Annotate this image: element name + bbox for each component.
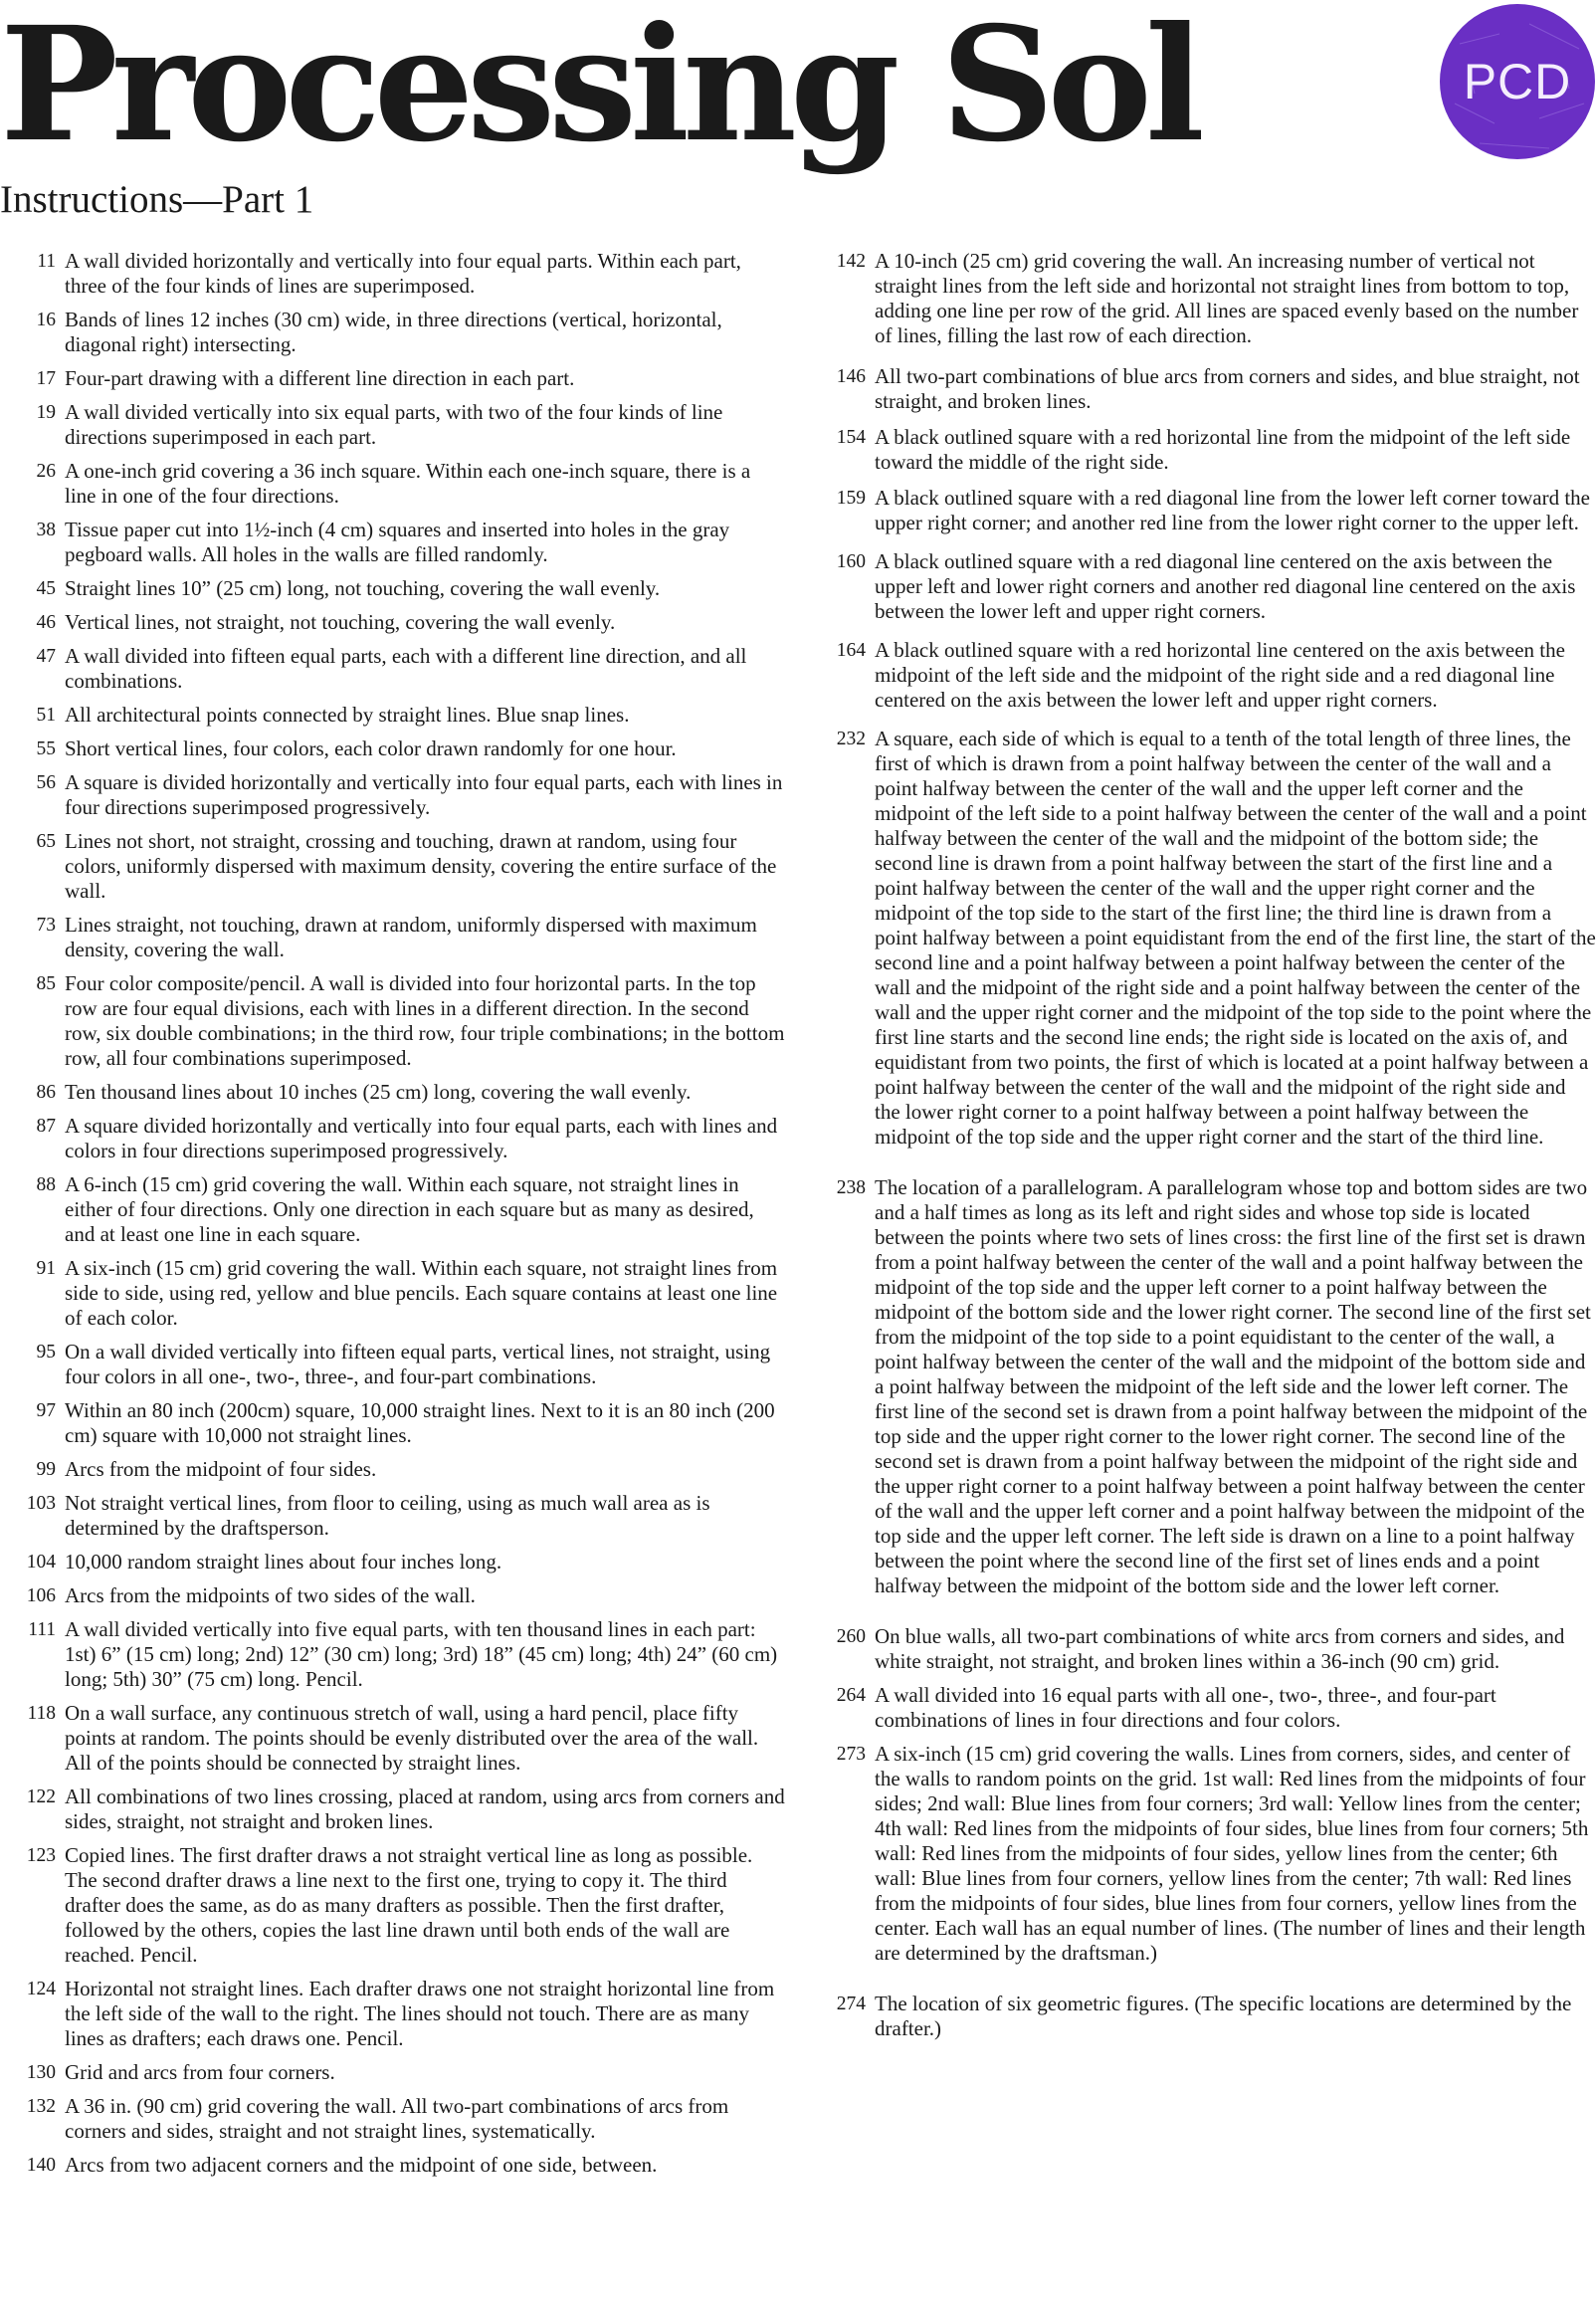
instruction-text: A black outlined square with a red diagonal line from the lower left corner toward the upper right corner; and another red line from the lower right corner to the upper left. xyxy=(875,486,1591,534)
instruction-item xyxy=(818,1624,1596,1674)
instruction-text: A black outlined square with a red horizontal line from the midpoint of the left side toward the middle of the right side. xyxy=(875,425,1571,474)
instruction-number: 26 xyxy=(36,461,56,482)
instruction-item xyxy=(8,829,786,904)
instruction-item xyxy=(8,1080,786,1105)
instruction-item xyxy=(818,549,1596,624)
instruction-text: Short vertical lines, four colors, each color drawn randomly for one hour. xyxy=(65,736,677,760)
instruction-text: A wall divided into fifteen equal parts, each with a different line direction, and all combinations. xyxy=(65,644,747,693)
instruction-number: 103 xyxy=(26,1493,56,1514)
instruction-item xyxy=(8,1340,786,1389)
instruction-text: Within an 80 inch (200cm) square, 10,000 straight lines. Next to it is an 80 inch (200 cm) square with 10,000 not straight lines. xyxy=(65,1398,775,1447)
instruction-number: 264 xyxy=(836,1685,866,1706)
instruction-item xyxy=(8,1701,786,1776)
logo-text: PCD xyxy=(1463,54,1572,109)
instruction-text: A square, each side of which is equal to a tenth of the total length of three lines, the first of which is drawn from a point halfway between the center of the wall and a point halfway between the center of the wall and the upper left corner and the midpoint of the left side to a point halfway between the center of the wall and a point halfway between the center of the wall and the midpoint of the bottom side; the second line is drawn from a point halfway between the start of the first line and a point halfway between the center of the wall and the upper right corner and the midpoint of the top side to the start of the first line; the third line is drawn from a point halfway between a point equidistant from the end of the first line, the start of the second line and a point halfway between a point halfway between the center of the wall and the midpoint of the right side and a point halfway between the center of the wall and the upper right corner and the midpoint of the top side to the point where the first line starts and the second line ends; the right side is located on the axis of, and equidistant from two points, the first of which is located at a point halfway between a point halfway between the center of the wall and the midpoint of the right side and the lower right corner to a point halfway between a point halfway between the midpoint of the top side and the upper right corner and the start of the third line. xyxy=(875,727,1596,1149)
instruction-text: Arcs from two adjacent corners and the midpoint of one side, between. xyxy=(65,2153,658,2177)
instruction-text: Not straight vertical lines, from floor to ceiling, using as much wall area as is determined by the draftsperson. xyxy=(65,1491,710,1540)
instruction-item xyxy=(8,459,786,509)
instruction-text: A 6-inch (15 cm) grid covering the wall. Within each square, not straight lines in either of four directions. Only one direction in each square but as many as desired, and at least one line in each square. xyxy=(65,1172,754,1246)
instruction-item xyxy=(8,2094,786,2144)
instruction-number: 104 xyxy=(26,1552,56,1573)
instruction-item xyxy=(8,2060,786,2085)
instruction-item xyxy=(8,1785,786,1834)
instruction-number: 164 xyxy=(836,640,866,661)
instruction-number: 47 xyxy=(36,646,56,667)
instruction-text: All architectural points connected by straight lines. Blue snap lines. xyxy=(65,703,630,727)
page-title: Processing Sol xyxy=(0,0,1198,177)
instruction-text: A wall divided horizontally and vertically into four equal parts. Within each part, three of the four kinds of lines are superimposed. xyxy=(65,249,741,298)
instruction-number: 160 xyxy=(836,551,866,572)
instruction-item xyxy=(818,1683,1596,1733)
instruction-text: Vertical lines, not straight, not touching, covering the wall evenly. xyxy=(65,610,616,634)
instruction-item xyxy=(8,644,786,694)
instruction-text: Straight lines 10” (25 cm) long, not touching, covering the wall evenly. xyxy=(65,576,661,600)
instruction-text: Lines not short, not straight, crossing and touching, drawn at random, using four colors, uniformly dispersed with maximum density, covering the entire surface of the wall. xyxy=(65,829,777,903)
instruction-text: Four-part drawing with a different line direction in each part. xyxy=(65,366,575,390)
instruction-item xyxy=(8,308,786,357)
instruction-text: The location of a parallelogram. A parallelogram whose top and bottom sides are two and a half times as long as its left and right sides and whose top side is located between the points where two sets of lines cross: the first line of the first set is drawn from a point halfway between the center of the wall and a point halfway between the midpoint of the top side and the upper left corner to a point halfway between the midpoint of the bottom side and the lower right corner. The second line of the first set from the midpoint of the top side to a point equidistant to the center of the wall, a point halfway between the center of the wall and the midpoint of the bottom side and a point halfway between the midpoint of the left side and the lower left corner. The first line of the second set is drawn from a point halfway between the midpoint of the top side and the upper right corner to the lower right corner. The second line of the second set is drawn from a point halfway between the midpoint of the right side and the upper right corner to a point halfway between a point halfway between the center of the wall and the upper left corner and a point halfway between the midpoint of the top side and the upper left corner. The left side is drawn on a line to a point halfway between the point where the second line of the first set of lines ends and a point halfway between the midpoint of the bottom side and the lower left corner. xyxy=(875,1175,1591,1597)
instruction-number: 123 xyxy=(26,1845,56,1866)
instruction-item xyxy=(8,1491,786,1541)
instruction-number: 140 xyxy=(26,2155,56,2176)
instruction-item xyxy=(8,518,786,567)
instruction-text: A black outlined square with a red diagonal line centered on the axis between the upper left and lower right corners and another red diagonal line centered on the axis between the lower left and upper right corners. xyxy=(875,549,1576,623)
instruction-item xyxy=(8,610,786,635)
instruction-item xyxy=(8,1398,786,1448)
pcd-logo xyxy=(1440,4,1595,159)
instruction-number: 130 xyxy=(26,2062,56,2083)
instruction-text: Bands of lines 12 inches (30 cm) wide, in three directions (vertical, horizontal, diagonal right) intersecting. xyxy=(65,308,722,356)
instruction-item xyxy=(8,249,786,299)
instruction-number: 142 xyxy=(836,251,866,272)
instruction-text: Horizontal not straight lines. Each drafter draws one not straight horizontal line from the left side of the wall to the right. The lines should not touch. There are as many lines as drafters; each draws one. Pencil. xyxy=(65,1977,775,2050)
instruction-item xyxy=(818,1992,1596,2041)
instruction-item xyxy=(818,1742,1596,1966)
instruction-number: 56 xyxy=(36,772,56,793)
instruction-number: 65 xyxy=(36,831,56,852)
instruction-text: Copied lines. The first drafter draws a not straight vertical line as long as possible. The second drafter draws a line next to the first one, trying to copy it. The third drafter does the same, as do as many drafters as possible. Then the first drafter, followed by the others, copies the last line drawn until both ends of the wall are reached. Pencil. xyxy=(65,1843,753,1967)
page-subtitle: Instructions—Part 1 xyxy=(0,178,314,221)
instruction-text: Tissue paper cut into 1½-inch (4 cm) squares and inserted into holes in the gray pegboard walls. All holes in the walls are filled randomly. xyxy=(65,518,730,566)
instruction-item xyxy=(818,486,1596,535)
instruction-number: 17 xyxy=(36,368,56,389)
instruction-item xyxy=(818,1175,1596,1598)
right-column xyxy=(818,249,1596,2041)
instruction-text: On blue walls, all two-part combinations of white arcs from corners and sides, and white straight, not straight, and broken lines within a 36-inch (90 cm) grid. xyxy=(875,1624,1565,1673)
instruction-text: Four color composite/pencil. A wall is divided into four horizontal parts. In the top row are four equal divisions, each with lines in a different direction. In the second row, six double combinations; in the third row, four triple combinations; in the bottom row, all four combinations superimposed. xyxy=(65,971,785,1070)
instruction-number: 238 xyxy=(836,1177,866,1198)
instruction-number: 38 xyxy=(36,520,56,540)
instruction-text: A 10-inch (25 cm) grid covering the wall. An increasing number of vertical not straight lines from the left side and horizontal not straight lines from bottom to top, adding one line per row of the grid. All lines are spaced evenly based on the number of lines, filling the last row of each direction. xyxy=(875,249,1579,347)
instruction-text: All combinations of two lines crossing, placed at random, using arcs from corners and sides, straight, not straight and broken lines. xyxy=(65,1785,785,1833)
instruction-text: 10,000 random straight lines about four inches long. xyxy=(65,1550,502,1574)
instruction-number: 95 xyxy=(36,1342,56,1363)
instruction-text: Ten thousand lines about 10 inches (25 cm) long, covering the wall evenly. xyxy=(65,1080,692,1104)
instruction-number: 111 xyxy=(28,1619,56,1640)
instruction-number: 118 xyxy=(27,1703,56,1724)
instruction-number: 106 xyxy=(26,1585,56,1606)
instruction-item xyxy=(818,249,1596,348)
instruction-text: A six-inch (15 cm) grid covering the walls. Lines from corners, sides, and center of the walls to random points on the grid. 1st wall: Red lines from the midpoints of four sides; 2nd wall: Blue lines from four corners; 3rd wall: Yellow lines from the center; 4th wall: Red lines from the midpoints of four sides, blue lines from four corners; 5th wall: Red lines from the midpoints of four sides, yellow lines from the center; 6th wall: Blue lines from four corners, yellow lines from the center; 7th wall: Red lines from the midpoints of four sides, blue lines from four corners, yellow lines from the center. Each wall has an equal number of lines. (The number of lines and their length are determined by the draftsman.) xyxy=(875,1742,1589,1965)
instruction-text: Grid and arcs from four corners. xyxy=(65,2060,335,2084)
instruction-text: Lines straight, not touching, drawn at random, uniformly dispersed with maximum density, covering the wall. xyxy=(65,913,757,961)
instruction-item xyxy=(818,727,1596,1150)
instruction-item xyxy=(8,770,786,820)
instruction-number: 87 xyxy=(36,1116,56,1137)
instruction-item xyxy=(8,2153,786,2178)
instruction-number: 86 xyxy=(36,1082,56,1103)
instruction-text: A black outlined square with a red horizontal line centered on the axis between the midpoint of the left side and the midpoint of the right side and a red diagonal line centered on the axis between the lower left and upper right corners. xyxy=(875,638,1565,712)
instruction-number: 260 xyxy=(836,1626,866,1647)
instruction-number: 55 xyxy=(36,738,56,759)
instruction-item xyxy=(8,400,786,450)
instruction-number: 46 xyxy=(36,612,56,633)
instruction-text: A 36 in. (90 cm) grid covering the wall. All two-part combinations of arcs from corners and sides, straight and not straight lines, systematically. xyxy=(65,2094,729,2143)
instruction-text: A wall divided vertically into six equal parts, with two of the four kinds of line directions superimposed in each part. xyxy=(65,400,723,449)
instruction-text: A one-inch grid covering a 36 inch square. Within each one-inch square, there is a line in one of the four directions. xyxy=(65,459,751,508)
instruction-item xyxy=(818,364,1596,414)
instruction-text: Arcs from the midpoint of four sides. xyxy=(65,1457,377,1481)
instruction-text: Arcs from the midpoints of two sides of the wall. xyxy=(65,1583,476,1607)
instruction-item xyxy=(8,1583,786,1608)
instruction-text: On a wall surface, any continuous stretch of wall, using a hard pencil, place fifty points at random. The points should be evenly distributed over the area of the wall. All of the points should be connected by straight lines. xyxy=(65,1701,759,1775)
instruction-number: 45 xyxy=(36,578,56,599)
instruction-number: 232 xyxy=(836,729,866,749)
instruction-item xyxy=(8,1172,786,1247)
instruction-item xyxy=(8,1114,786,1163)
instruction-number: 51 xyxy=(36,705,56,726)
instruction-number: 97 xyxy=(36,1400,56,1421)
instruction-number: 146 xyxy=(836,366,866,387)
instruction-number: 273 xyxy=(836,1744,866,1765)
instruction-number: 124 xyxy=(26,1979,56,1999)
instruction-number: 88 xyxy=(36,1174,56,1195)
instruction-item xyxy=(8,1457,786,1482)
instruction-item xyxy=(8,971,786,1071)
instruction-number: 122 xyxy=(26,1786,56,1807)
instruction-item xyxy=(8,703,786,728)
instruction-number: 91 xyxy=(36,1258,56,1279)
instruction-number: 11 xyxy=(37,251,56,272)
instruction-number: 73 xyxy=(36,915,56,936)
instruction-item xyxy=(8,1617,786,1692)
instruction-item xyxy=(8,1843,786,1968)
instruction-item xyxy=(818,638,1596,713)
instruction-number: 99 xyxy=(36,1459,56,1480)
instruction-item xyxy=(8,1977,786,2051)
instruction-item xyxy=(818,425,1596,475)
instruction-text: A wall divided vertically into five equal parts, with ten thousand lines in each part: 1st) 6” (15 cm) long; 2nd) 12” (30 cm) long; 3rd) 18” (45 cm) long; 4th) 24” (60 cm) long; 5th) 30” (75 cm) long. Pencil. xyxy=(65,1617,778,1691)
left-column xyxy=(8,249,786,2178)
instruction-item xyxy=(8,1550,786,1575)
instruction-number: 132 xyxy=(26,2096,56,2117)
instruction-text: On a wall divided vertically into fifteen equal parts, vertical lines, not straight, using four colors in all one-, two-, three-, and four-part combinations. xyxy=(65,1340,771,1388)
instruction-item xyxy=(8,1256,786,1331)
instruction-item xyxy=(8,576,786,601)
instruction-number: 274 xyxy=(836,1994,866,2014)
instruction-item xyxy=(8,913,786,962)
instruction-text: All two-part combinations of blue arcs from corners and sides, and blue straight, not straight, and broken lines. xyxy=(875,364,1580,413)
instruction-number: 16 xyxy=(36,310,56,330)
instruction-text: A wall divided into 16 equal parts with all one-, two-, three-, and four-part combinations of lines in four directions and four colors. xyxy=(875,1683,1496,1732)
instruction-text: A square divided horizontally and vertically into four equal parts, each with lines and colors in four directions superimposed progressively. xyxy=(65,1114,778,1162)
instruction-number: 159 xyxy=(836,488,866,509)
instruction-item xyxy=(8,366,786,391)
instruction-text: A six-inch (15 cm) grid covering the wall. Within each square, not straight lines from side to side, using red, yellow and blue pencils. Each square contains at least one line of each color. xyxy=(65,1256,778,1330)
instruction-item xyxy=(8,736,786,761)
instruction-text: The location of six geometric figures. (The specific locations are determined by the drafter.) xyxy=(875,1992,1572,2040)
instruction-text: A square is divided horizontally and vertically into four equal parts, each with lines in four directions superimposed progressively. xyxy=(65,770,783,819)
instruction-number: 19 xyxy=(36,402,56,423)
instruction-number: 154 xyxy=(836,427,866,448)
instruction-number: 85 xyxy=(36,973,56,994)
